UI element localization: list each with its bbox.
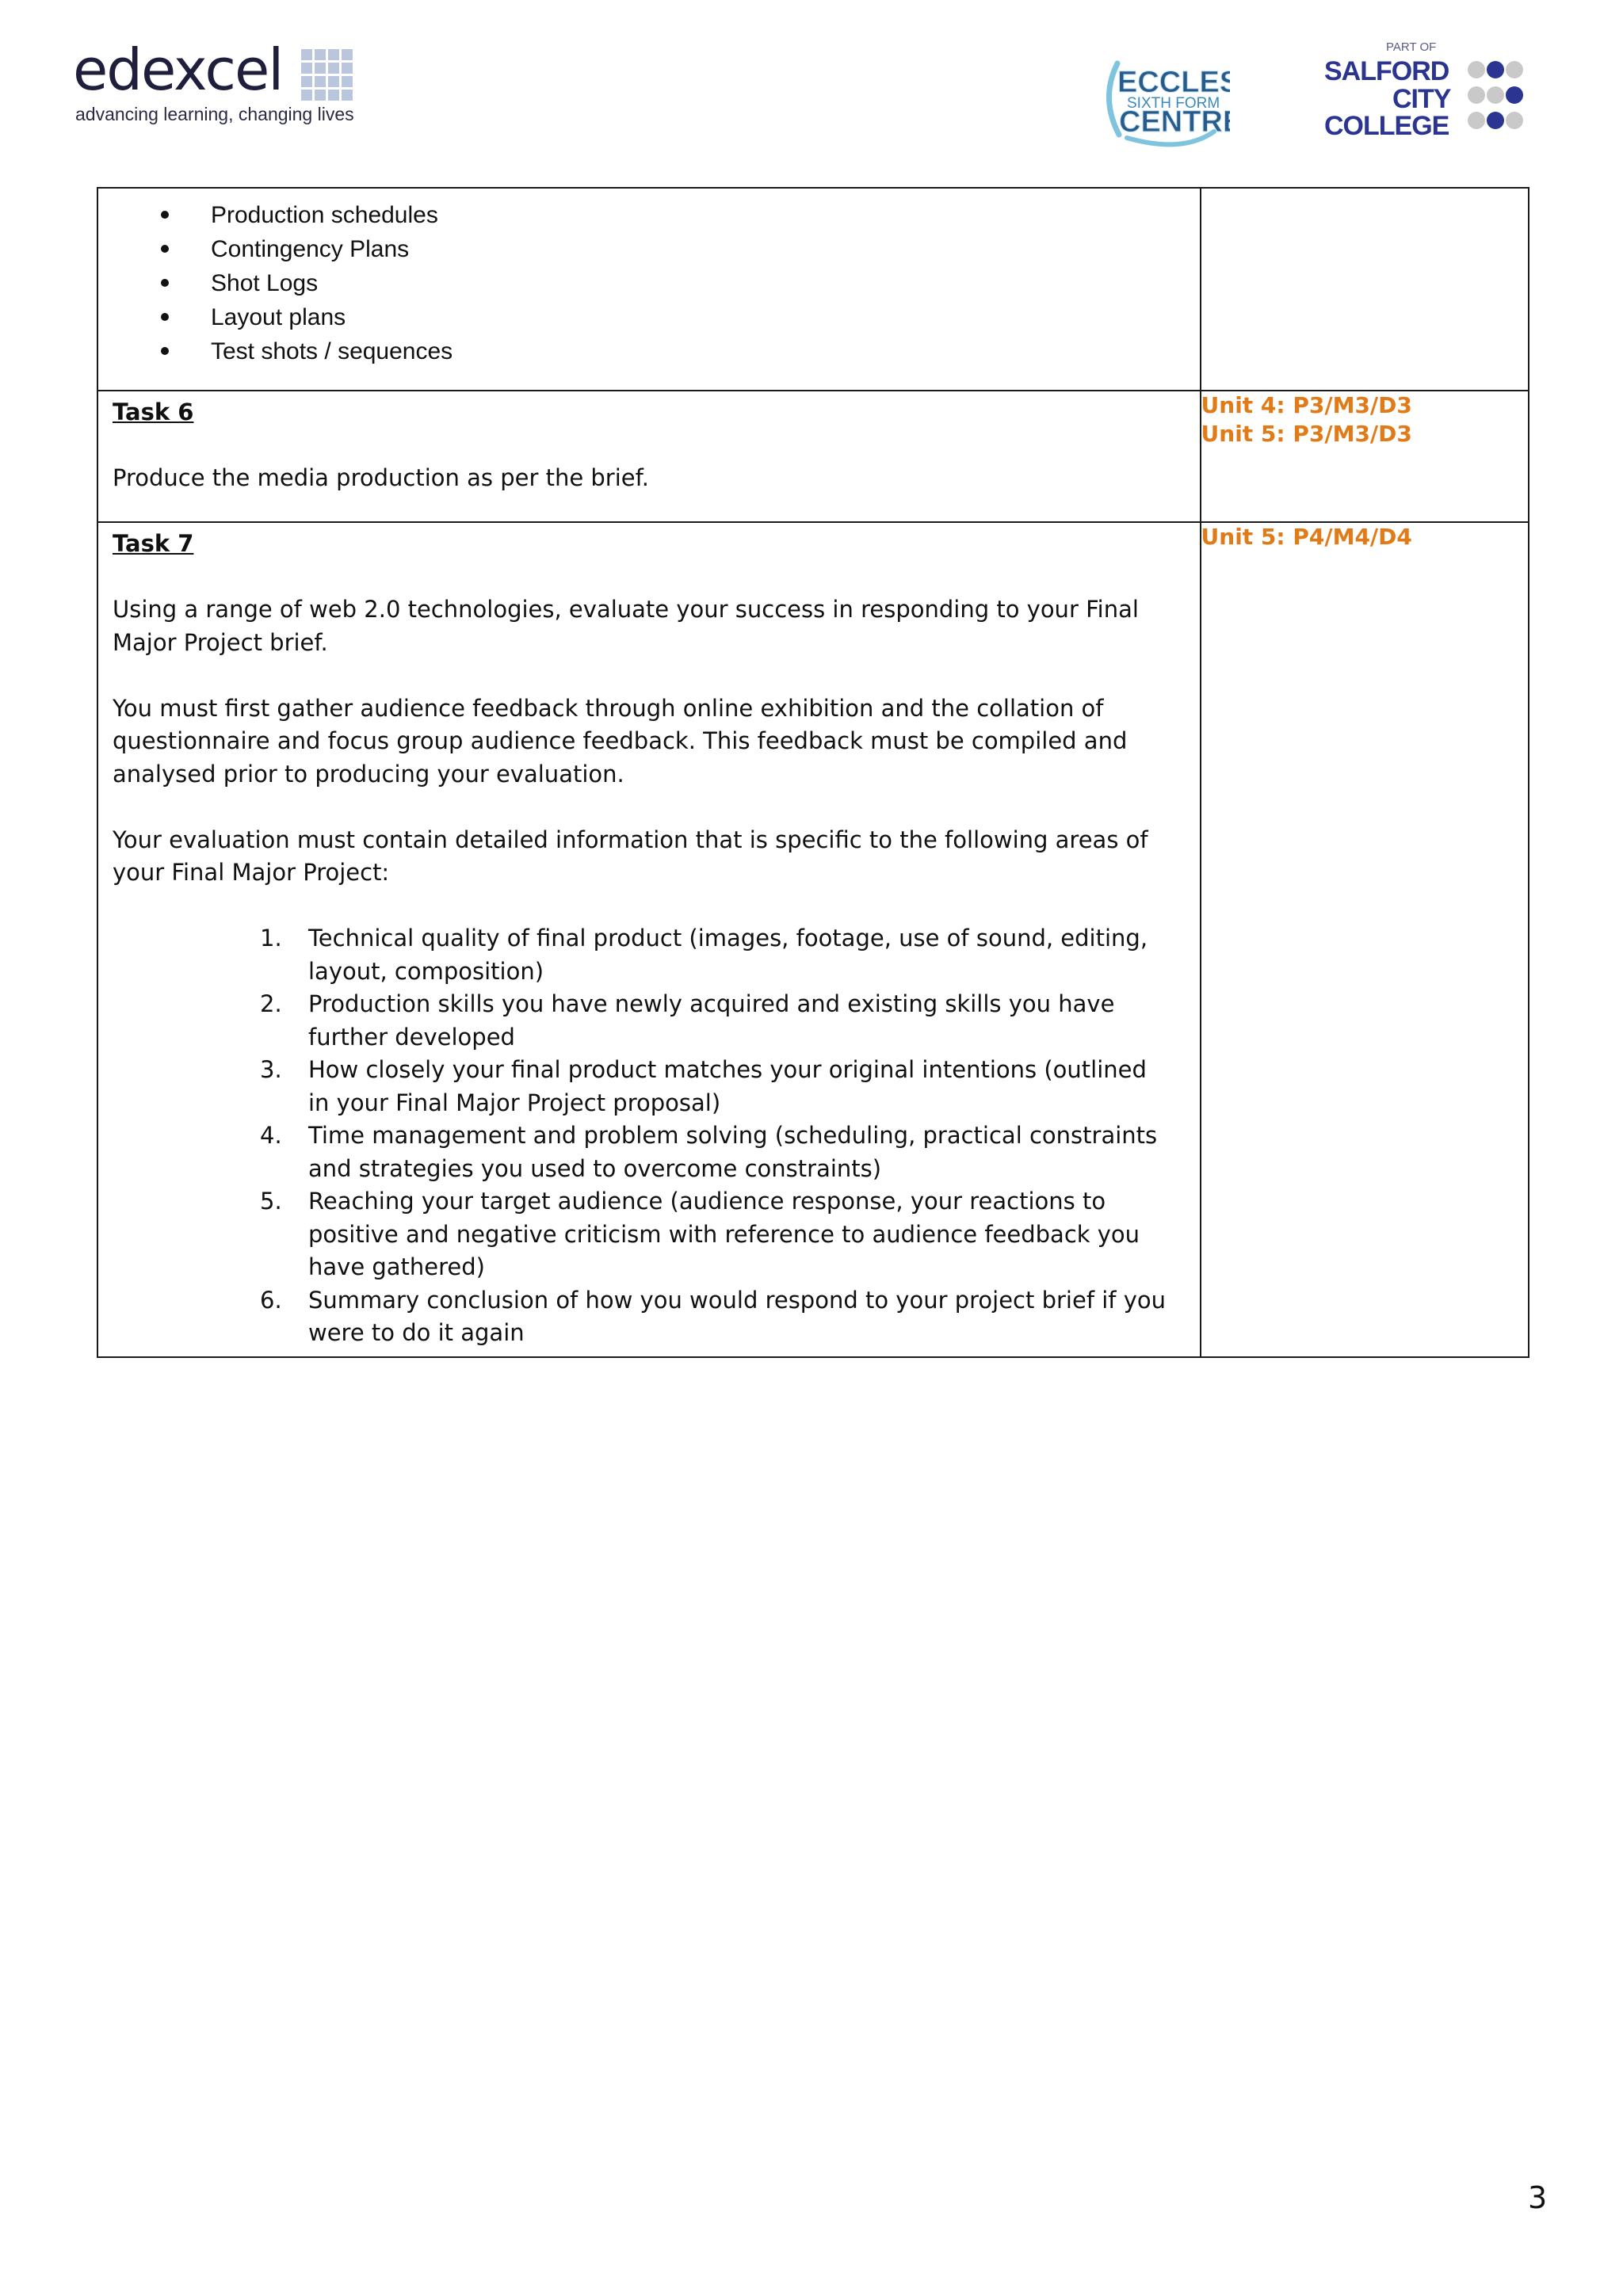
unit-reference: Unit 4: P3/M3/D3 — [1201, 392, 1412, 418]
edexcel-logo — [73, 36, 374, 141]
list-item: Production schedules — [98, 198, 1200, 232]
unit-cell — [1201, 391, 1529, 522]
edexcel-wordmark: edexcel — [73, 36, 283, 103]
bullet-icon — [161, 347, 169, 355]
eccles-line1: ECCLES — [1117, 66, 1230, 99]
unit-cell — [1201, 522, 1529, 1357]
list-item: 2. Production skills you have newly acquired and existing skills you have further developed — [260, 990, 1115, 1051]
task-7-paragraph: You must first gather audience feedback through online exhibition and the collation of questionnaire and focus group audience feedback. This feedback must be compiled and analysed prior to producing your evaluation. — [113, 694, 1128, 788]
list-item: Test shots / sequences — [98, 334, 1200, 368]
salford-line3: COLLEGE — [1324, 111, 1449, 141]
list-item: 6. Summary conclusion of how you would respond to your project brief if you were to do it again — [260, 1286, 1167, 1346]
edexcel-grid-icon — [301, 49, 353, 101]
table-row — [97, 391, 1529, 522]
task-7-paragraph: Using a range of web 2.0 technologies, evaluate your success in responding to your Final Major Project brief. — [113, 596, 1139, 656]
unit-reference: Unit 5: P3/M3/D3 — [1201, 421, 1412, 447]
edexcel-tagline: advancing learning, changing lives — [75, 104, 354, 124]
eccles-emblem-icon — [1095, 55, 1230, 151]
task-7-paragraph: Your evaluation must contain detailed information that is specific to the following areas of your Final Major Project: — [113, 826, 1148, 886]
salford-dots-icon — [1467, 60, 1524, 136]
bullet-icon — [161, 245, 169, 253]
eccles-sixth-form-logo — [1095, 55, 1230, 151]
list-item: Layout plans — [98, 300, 1200, 334]
salford-part-of: PART OF — [1386, 40, 1437, 54]
list-item: 5. Reaching your target audience (audience response, your reactions to positive and negative criticism with reference to audience feedback you have gathered) — [260, 1188, 1140, 1280]
task-cell — [97, 522, 1201, 1357]
evaluation-areas-list — [113, 922, 1186, 1350]
task-table — [97, 187, 1529, 1358]
salford-line1: SALFORD — [1324, 56, 1449, 86]
bullet-icon — [161, 313, 169, 321]
salford-city-college-logo — [1319, 41, 1526, 139]
task-6-heading: Task 6 — [113, 399, 194, 425]
task-6-text: Produce the media production as per the brief. — [113, 464, 649, 491]
list-item: Contingency Plans — [98, 232, 1200, 266]
unit-reference: Unit 5: P4/M4/D4 — [1201, 524, 1412, 550]
deliverables-list — [98, 189, 1200, 368]
bullet-icon — [161, 279, 169, 287]
list-item: 3. How closely your final product matches your original intentions (outlined in your Final Major Project proposal) — [260, 1056, 1147, 1116]
unit-cell — [1201, 188, 1529, 391]
task-7-heading: Task 7 — [113, 530, 194, 557]
list-item: 4. Time management and problem solving (scheduling, practical constraints and strategies you used to overcome constraints) — [260, 1122, 1158, 1182]
task-cell — [97, 391, 1201, 522]
eccles-line3: CENTR — [1119, 105, 1223, 139]
salford-line2: CITY — [1392, 84, 1451, 114]
eccles-line2: SIXTH FORM — [1127, 95, 1220, 112]
list-item: Shot Logs — [98, 266, 1200, 300]
table-row — [97, 188, 1529, 391]
page-number: 3 — [1528, 2180, 1548, 2215]
task-cell — [97, 188, 1201, 391]
list-item: 1. Technical quality of final product (images, footage, use of sound, editing, layout, composition) — [260, 925, 1148, 985]
bullet-icon — [161, 211, 169, 219]
table-row — [97, 522, 1529, 1357]
